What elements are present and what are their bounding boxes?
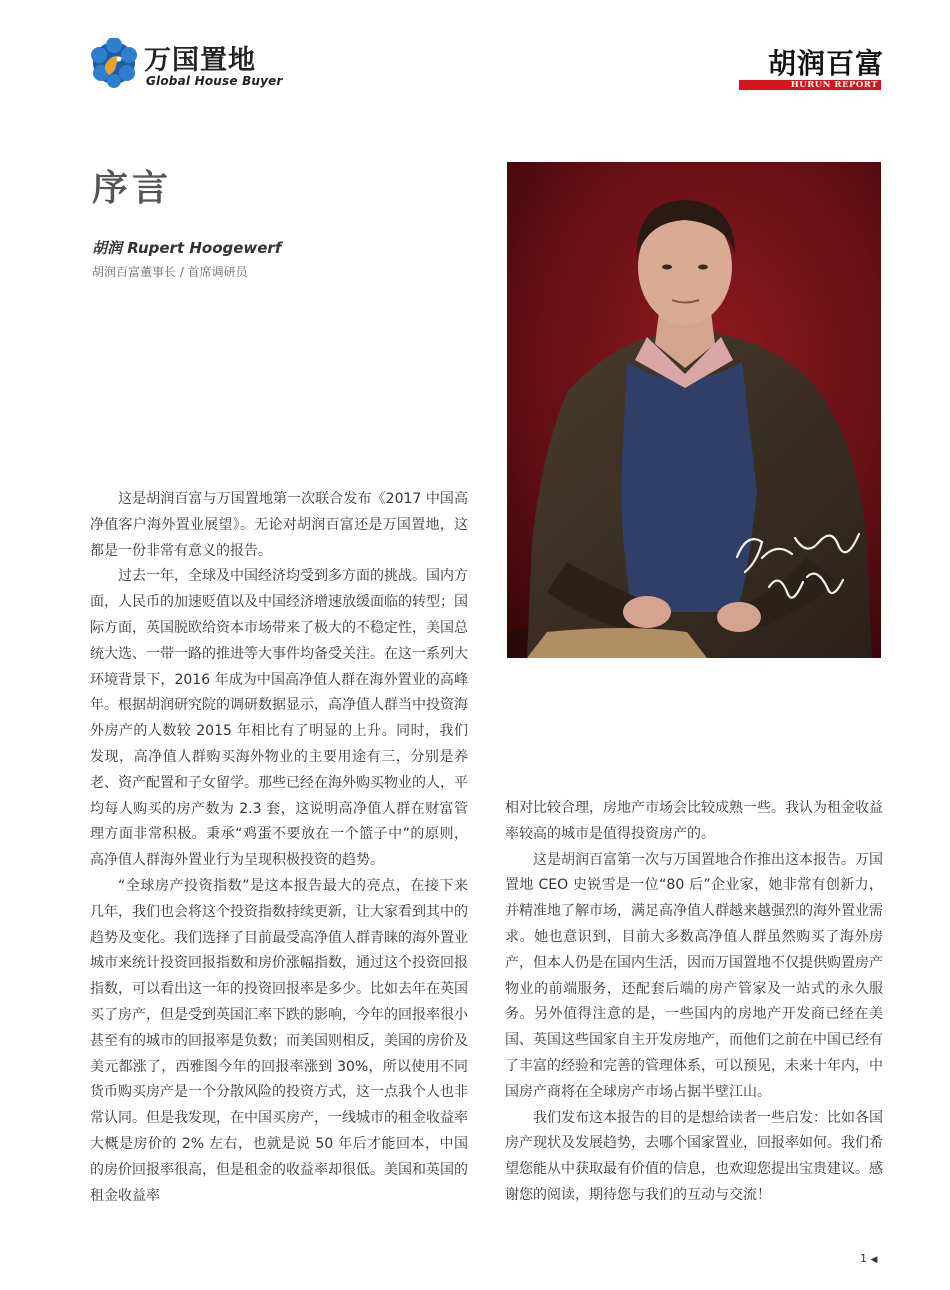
logo-name-cn: 万国置地: [144, 45, 256, 76]
body-column-right: [505, 796, 883, 1209]
global-house-buyer-logo: [90, 38, 290, 92]
page-number-value: 1: [860, 1252, 867, 1265]
logo-name-en: Global House Buyer: [146, 74, 283, 88]
body-paragraph: 过去一年，全球及中国经济均受到多方面的挑战。国内方面，人民币的加速贬值以及中国经济增速放缓面临的转型；国际方面，英国脱欧给资本市场带来了极大的不稳定性，美国总统大选、一带一路的推进等大事件均备受关注。在这一系列大环境背景下，2016 年成为中国高净值人群在海外置业的高峰年。根据胡润研究院的调研数据显示，高净值人群当中投资海外房产的人数较 2015 年相比有了明显的上升。同时，我们发现，高净值人群购买海外物业的主要用途有三，分别是养老、资产配置和子女留学。那些已经在海外购买物业的人，平均每人购买的房产数为 2.3 套，这说明高净值人群在财富管理方面非常积极。秉承“鸡蛋不要放在一个篮子中”的原则，高净值人群海外置业行为呈现积极投资的趋势。: [90, 568, 468, 869]
body-paragraph: 这是胡润百富与万国置地第一次联合发布《2017 中国高净值客户海外置业展望》。无论对胡润百富还是万国置地，这都是一份非常有意义的报告。: [90, 491, 468, 559]
page-title: 序言: [92, 168, 173, 209]
page-number: [860, 1252, 877, 1265]
hurun-logo-cn: 胡润百富: [767, 47, 884, 80]
author-name: 胡润 Rupert Hoogewerf: [92, 239, 282, 257]
global-house-buyer-emblem-icon: [90, 38, 138, 88]
author-portrait: [507, 162, 881, 658]
body-column-left: [90, 487, 468, 1209]
body-paragraph: 相对比较合理，房地产市场会比较成熟一些。我认为租金收益率较高的城市是值得投资房产的。: [505, 800, 883, 842]
body-paragraph: 我们发布这本报告的目的是想给读者一些启发：比如各国房产现状及发展趋势，去哪个国家置业，回报率如何。我们希望您能从中获取最有价值的信息，也欢迎您提出宝贵建议。感谢您的阅读，期待您与我们的互动与交流！: [505, 1109, 883, 1203]
hurun-logo-en: HURUN REPORT: [790, 79, 878, 90]
portrait-illustration: [507, 162, 881, 658]
body-paragraph: 这是胡润百富第一次与万国置地合作推出这本报告。万国置地 CEO 史锐雪是一位“80 后”企业家，她非常有创新力，并精准地了解市场，满足高净值人群越来越强烈的海外置业需求。她也意识到，目前大多数高净值人群虽然购买了海外房产，但本人仍是在国内生活，因而万国置地不仅提供购置房产物业的前端服务，还配套后端的房产管家及一站式的永久服务。另外值得注意的是，一些国内的房地产开发商已经在美国、英国这些国家自主开发房地产，而他们之前在中国已经有了丰富的经验和完善的管理体系，可以预见，未来十年内，中国房产商将在全球房产市场占据半壁江山。: [505, 851, 883, 1100]
hurun-report-logo: [736, 42, 884, 92]
left-triangle-icon: ◀: [870, 1255, 878, 1265]
body-paragraph: “全球房产投资指数”是这本报告最大的亮点，在接下来几年，我们也会将这个投资指数持续更新，让大家看到其中的趋势及变化。我们选择了目前最受高净值人群青睐的海外置业城市来统计投资回报指数和房价涨幅指数，通过这个投资回报指数，可以看出这一年的投资回报率是多少。比如去年在英国买了房产，但是受到英国汇率下跌的影响，今年的回报率很小甚至有的城市的回报率是负数；而美国则相反，美国的房价及美元都涨了，西雅图今年的回报率涨到 30%，所以使用不同货币购买房产是一个分散风险的投资方式，这一点我个人也非常认同。但是我发现，在中国买房产，一线城市的租金收益率大概是房价的 2% 左右，也就是说 50 年后才能回本，中国的房价回报率很高，但是租金的收益率却很低。美国和英国的租金收益率: [90, 877, 468, 1204]
author-role: 胡润百富董事长 / 首席调研员: [92, 265, 248, 279]
